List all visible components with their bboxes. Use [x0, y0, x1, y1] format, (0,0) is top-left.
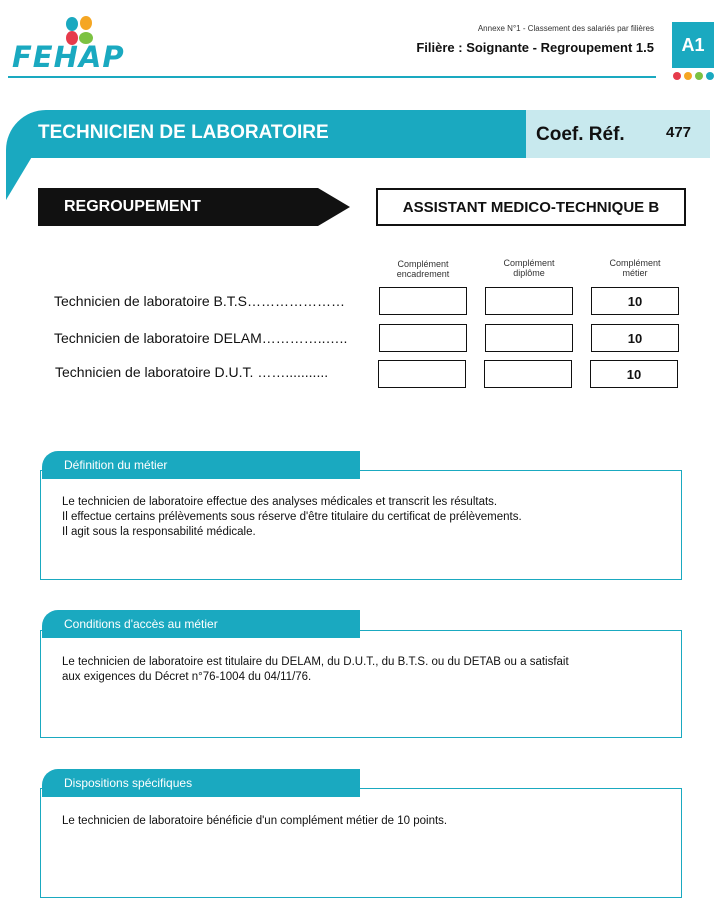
encadrement-box — [378, 360, 466, 388]
encadrement-box — [379, 287, 467, 315]
col-head-diplome: Complément diplôme — [503, 258, 555, 278]
tag-dot — [684, 72, 692, 80]
filiere-title: Filière : Soignante - Regroupement 1.5 — [416, 40, 654, 55]
diplome-box — [485, 287, 573, 315]
col-head-metier: Complément métier — [609, 258, 661, 278]
definition-text: Le technicien de laboratoire effectue des analyses médicales et transcrit les résultats. Il effectue certains prélèvements sous réserve d'être titulaire du certificat de prélèvements. Il agit sous la responsabilité médicale. — [62, 496, 522, 538]
regroupement-label: REGROUPEMENT — [64, 198, 201, 215]
tag-dot — [706, 72, 714, 80]
dispositions-title: Dispositions spécifiques — [64, 776, 193, 790]
tag-dot — [695, 72, 703, 80]
row-label: Technicien de laboratoire DELAM…………..….. — [54, 330, 348, 346]
conditions-tab — [42, 610, 360, 638]
row-label: Technicien de laboratoire D.U.T. ……........... — [55, 364, 329, 380]
header-rule — [8, 76, 656, 78]
tag-dot — [673, 72, 681, 80]
conditions-text: Le technicien de laboratoire est titulaire du DELAM, du D.U.T., du B.T.S. ou du DETAB ou a satisfait aux exigences du Décret n°76-1004 du 04/11/76. — [62, 656, 569, 683]
diplome-box — [484, 360, 572, 388]
regroupement-value: ASSISTANT MEDICO-TECHNIQUE B — [376, 188, 686, 226]
coef-value: 477 — [666, 124, 692, 141]
job-title: TECHNICIEN DE LABORATOIRE — [38, 122, 329, 143]
metier-box: 10 — [591, 287, 679, 315]
title-band-tail — [6, 150, 36, 200]
dispositions-body — [40, 788, 682, 898]
row-label: Technicien de laboratoire B.T.S………………… — [54, 293, 345, 309]
definition-title: Définition du métier — [64, 458, 168, 472]
dispositions-text: Le technicien de laboratoire bénéficie d'un complément métier de 10 points. — [62, 815, 448, 827]
dispositions-tab — [42, 769, 360, 797]
diplome-box — [485, 324, 573, 352]
annex-caption: Annexe N°1 - Classement des salariés par filières — [477, 24, 654, 33]
section-tag: A1 — [672, 22, 714, 68]
encadrement-box — [379, 324, 467, 352]
metier-box: 10 — [591, 324, 679, 352]
logo-text: FEHAP — [12, 40, 125, 74]
metier-box: 10 — [590, 360, 678, 388]
conditions-title: Conditions d'accès au métier — [64, 617, 218, 631]
definition-tab — [42, 451, 360, 479]
coef-label: Coef. Réf. — [536, 124, 625, 145]
col-head-encadrement: Complément encadrement — [396, 259, 450, 279]
